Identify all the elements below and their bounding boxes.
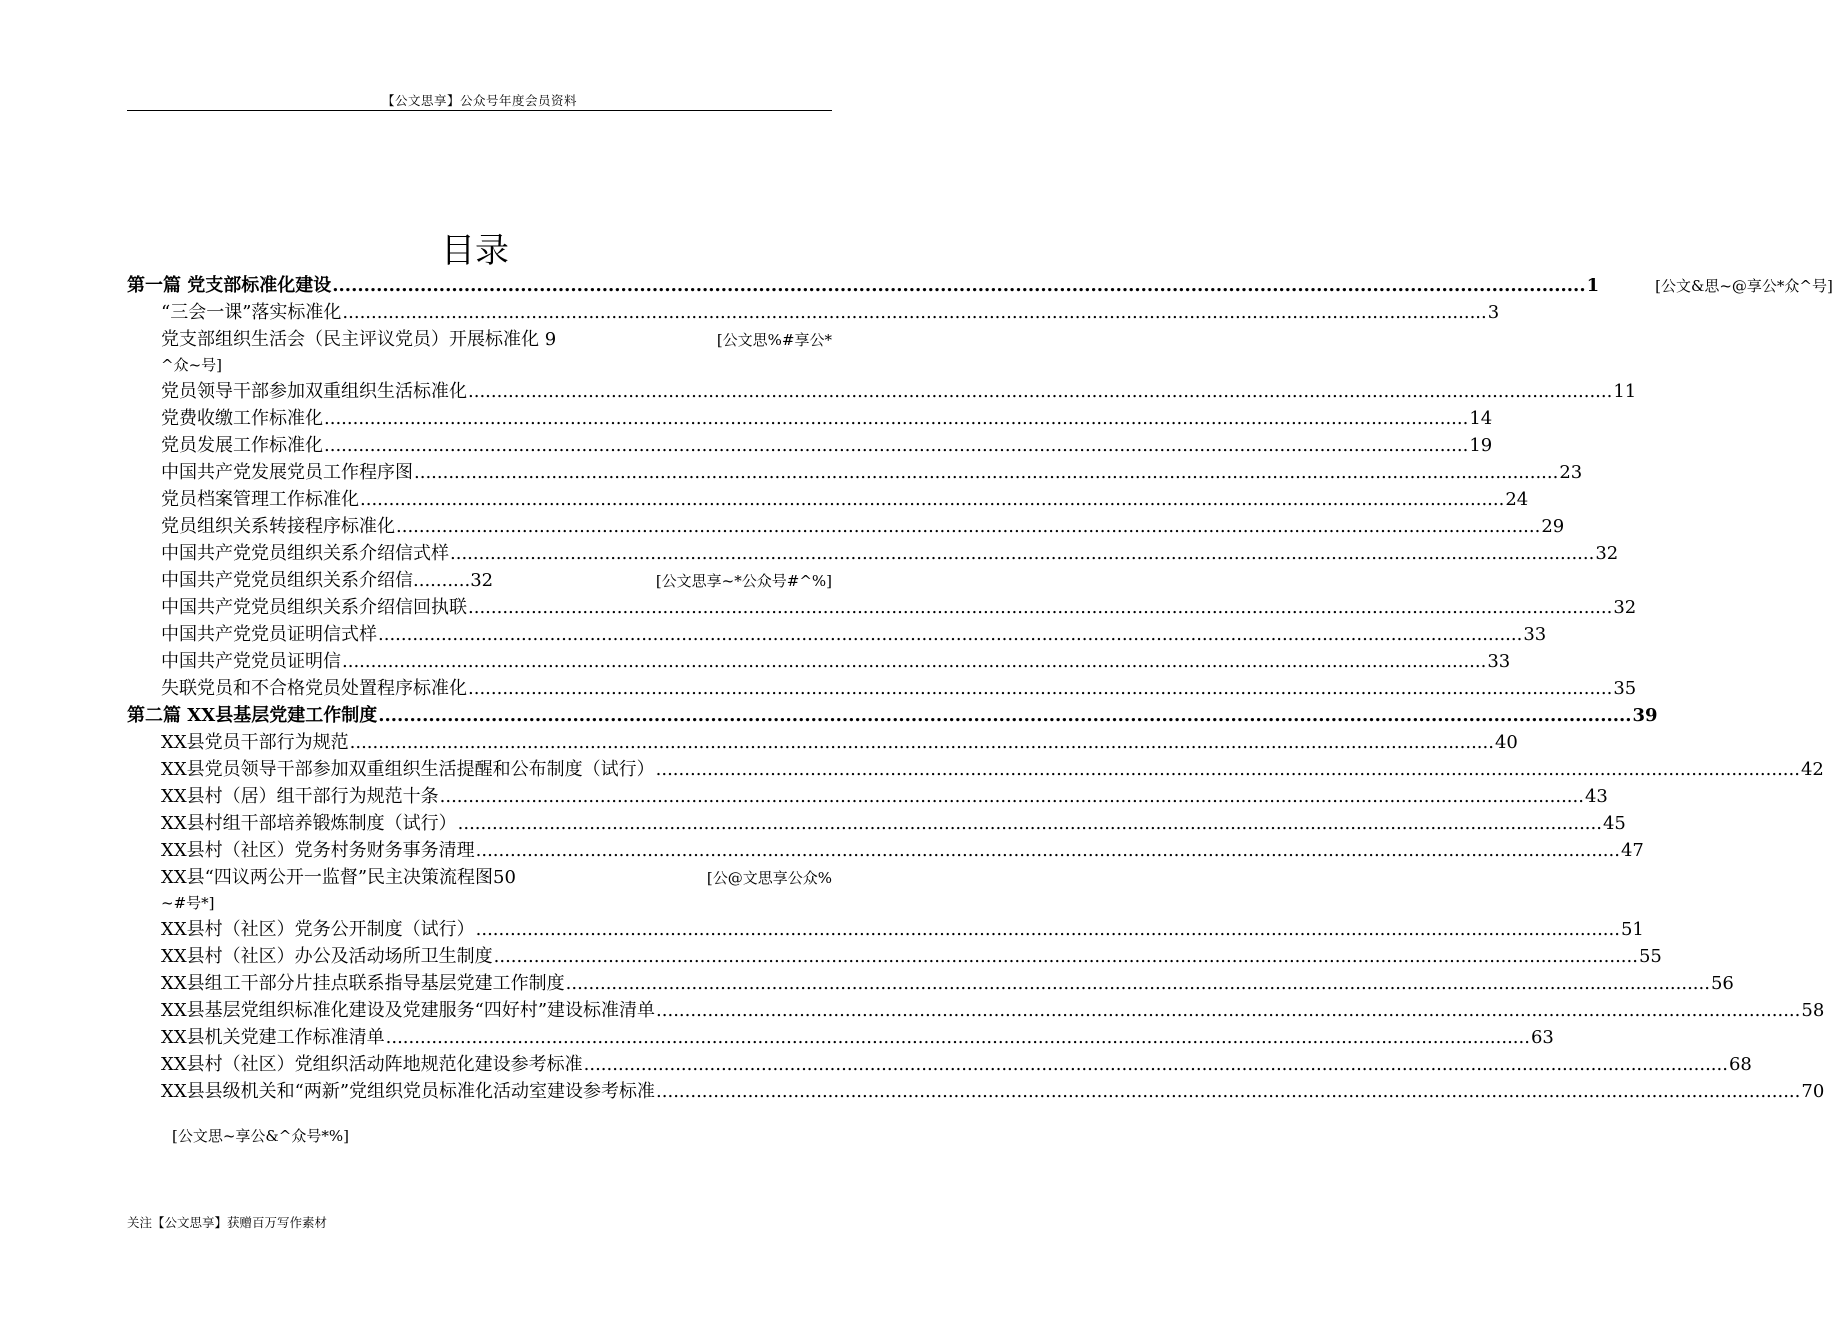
toc-entry[interactable] [127,837,1644,864]
toc-page-number: 45 [1602,813,1626,834]
toc-entry-title: XX县党员干部行为规范 [161,732,349,753]
toc-entry[interactable] [127,916,1644,943]
toc-entry-title: XX县基层党组织标准化建设及党建服务“四好村”建设标准清单 [161,1000,656,1021]
toc-page-number: 11 [1613,381,1637,402]
toc-dot-leader: ........................................................................................................................................................................................................ [565,973,1710,994]
toc-entry[interactable] [127,432,1493,459]
toc-entry-title: 中国共产党党员证明信式样 [161,624,377,645]
toc-entry-title: 第一篇 党支部标准化建设 [127,275,332,296]
watermark-stamp: [公文思享~*公众号#^%] [655,572,832,590]
toc-dot-leader: ........................................................................................................................................................................................................ [656,1000,1801,1021]
toc-entry[interactable] [127,756,1824,783]
toc-dot-leader: ........................................................................................................................................................................................................ [475,919,1620,940]
toc-entry[interactable] [127,1024,1554,1051]
toc-page-number: 51 [1620,919,1644,940]
toc-entry[interactable] [127,621,1547,648]
toc-dot-leader: ........................................................................................................................................................................................................ [468,678,1613,699]
toc-entry-title: 中国共产党发展党员工作程序图 [161,462,413,483]
toc-dot-leader: ........................................................................................................................................................................................................ [493,946,1638,967]
toc-entry[interactable] [127,943,1662,970]
toc-entry[interactable] [127,540,1619,567]
toc-page-number: 56 [1710,973,1734,994]
header-rule [127,110,832,111]
toc-entry[interactable] [127,594,1637,621]
toc-dot-leader: ........................................................................................................................................................................................................ [655,759,1800,780]
toc-entry[interactable] [127,1078,1825,1105]
toc-title: 目录 [441,231,509,271]
toc-entry-title: 党员领导干部参加双重组织生活标准化 [161,381,467,402]
table-of-contents [127,272,1833,1105]
toc-entry[interactable] [127,702,1658,729]
toc-entry-title: XX县村（社区）党组织活动阵地规范化建设参考标准 [161,1054,583,1075]
toc-entry[interactable] [127,970,1734,997]
toc-page-number: 33 [1487,651,1511,672]
toc-entry[interactable] [127,459,1583,486]
toc-page-number: 70 [1801,1081,1825,1102]
page-footer: 关注【公文思享】获赠百万写作素材 [127,1215,328,1230]
toc-entry-title: XX县村（社区）党务村务财务事务清理 [161,840,475,861]
toc-entry-title: XX县村（居）组干部行为规范十条 [161,786,439,807]
toc-page-number: 29 [1541,516,1565,537]
toc-entry[interactable] [127,864,832,891]
toc-dot-leader: ........................................................................................................................................................................................................ [583,1054,1728,1075]
toc-entry[interactable] [127,648,1511,675]
toc-entry[interactable] [127,675,1637,702]
toc-entry[interactable] [127,997,1825,1024]
toc-page-number: 23 [1559,462,1583,483]
toc-entry-title: XX县党员领导干部参加双重组织生活提醒和公布制度（试行） [161,759,655,780]
toc-dot-leader: ........................................................................................................................................................................................................ [396,516,1541,537]
toc-entry[interactable] [127,299,1500,326]
watermark-stamp-bottom: [公文思~享公&^众号*%] [172,1127,349,1145]
watermark-stamp: [公@文思享公众% [706,869,832,887]
toc-entry[interactable] [127,567,832,594]
toc-page-number: 14 [1469,408,1493,429]
toc-page-number: 68 [1728,1054,1752,1075]
toc-entry[interactable] [127,783,1608,810]
toc-entry-title: XX县村组干部培养锻炼制度（试行） [161,813,457,834]
toc-entry-title: 中国共产党党员组织关系介绍信..........32 [161,570,494,591]
toc-page-number: 39 [1632,705,1658,726]
page-header: 【公文思享】公众号年度会员资料 [381,93,577,108]
watermark-stamp-continued: ^众~号] [161,356,222,374]
toc-dot-leader: ........................................................................................................................................................................................................ [656,1081,1801,1102]
toc-entry-title: 第二篇 XX县基层党建工作制度 [127,705,378,726]
toc-page-number: 47 [1620,840,1644,861]
toc-entry[interactable] [127,1051,1752,1078]
toc-page-number: 1 [1586,275,1600,296]
toc-dot-leader: ........................................................................................................................................................................................................ [457,813,1602,834]
toc-page-number: 43 [1584,786,1608,807]
toc-page-number: 32 [1595,543,1619,564]
toc-entry-title: 党支部组织生活会（民主评议党员）开展标准化 9 [161,329,557,350]
toc-entry-title: 党员发展工作标准化 [161,435,323,456]
toc-page-number: 3 [1487,302,1500,323]
watermark-stamp-continued: ~#号*] [161,894,215,912]
toc-entry-title: 党员组织关系转接程序标准化 [161,516,395,537]
toc-page-number: 19 [1469,435,1493,456]
toc-entry[interactable] [127,326,832,353]
toc-dot-leader: ........................................................................................................................................................................................................ [385,1027,1530,1048]
toc-dot-leader: ........................................................................................................................................................................................................ [324,435,1469,456]
toc-dot-leader: ........................................................................................................................................................................................................ [468,597,1613,618]
toc-entry-title: 中国共产党党员组织关系介绍信式样 [161,543,449,564]
toc-entry[interactable] [127,729,1518,756]
toc-page-number: 40 [1494,732,1518,753]
toc-entry[interactable] [127,378,1637,405]
toc-page-number: 24 [1505,489,1529,510]
toc-page-number: 33 [1523,624,1547,645]
toc-entry[interactable] [127,810,1626,837]
toc-entry-title: XX县机关党建工作标准清单 [161,1027,385,1048]
toc-dot-leader: ........................................................................................................................................................................................................ [342,302,1487,323]
toc-page-number: 35 [1613,678,1637,699]
toc-page-number: 55 [1638,946,1662,967]
toc-dot-leader: ........................................................................................................................................................................................................ [332,275,1586,296]
toc-entry[interactable] [127,405,1493,432]
toc-dot-leader: ........................................................................................................................................................................................................ [450,543,1595,564]
toc-dot-leader: ........................................................................................................................................................................................................ [360,489,1505,510]
toc-entry-title: 中国共产党党员组织关系介绍信回执联 [161,597,467,618]
toc-entry-title: 党员档案管理工作标准化 [161,489,359,510]
toc-dot-leader: ........................................................................................................................................................................................................ [378,624,1523,645]
toc-page-number: 32 [1613,597,1637,618]
toc-dot-leader: ........................................................................................................................................................................................................ [378,705,1632,726]
toc-dot-leader: ........................................................................................................................................................................................................ [475,840,1620,861]
toc-entry-title: “三会一课”落实标准化 [161,302,342,323]
toc-entry[interactable] [127,486,1529,513]
toc-entry-title: XX县“四议两公开一监督”民主决策流程图50 [161,867,516,888]
watermark-stamp: [公文思%#享公* [716,331,832,349]
toc-page-number: 63 [1530,1027,1554,1048]
toc-entry-title: 中国共产党党员证明信 [161,651,341,672]
toc-dot-leader: ........................................................................................................................................................................................................ [324,408,1469,429]
toc-page-number: 58 [1801,1000,1825,1021]
toc-dot-leader: ........................................................................................................................................................................................................ [342,651,1487,672]
toc-entry[interactable] [127,272,1833,299]
watermark-stamp: [公文&思~@享公*众^号] [1655,277,1833,295]
toc-entry-title: 失联党员和不合格党员处置程序标准化 [161,678,467,699]
toc-dot-leader: ........................................................................................................................................................................................................ [468,381,1613,402]
toc-dot-leader: ........................................................................................................................................................................................................ [439,786,1584,807]
toc-dot-leader: ........................................................................................................................................................................................................ [414,462,1559,483]
toc-page-number: 42 [1800,759,1824,780]
toc-entry[interactable] [127,513,1565,540]
toc-entry-title: XX县村（社区）办公及活动场所卫生制度 [161,946,493,967]
toc-entry-title: XX县县级机关和“两新”党组织党员标准化活动室建设参考标准 [161,1081,656,1102]
toc-entry-title: 党费收缴工作标准化 [161,408,323,429]
toc-dot-leader: ........................................................................................................................................................................................................ [349,732,1494,753]
toc-entry-title: XX县村（社区）党务公开制度（试行） [161,919,475,940]
toc-entry-title: XX县组工干部分片挂点联系指导基层党建工作制度 [161,973,565,994]
